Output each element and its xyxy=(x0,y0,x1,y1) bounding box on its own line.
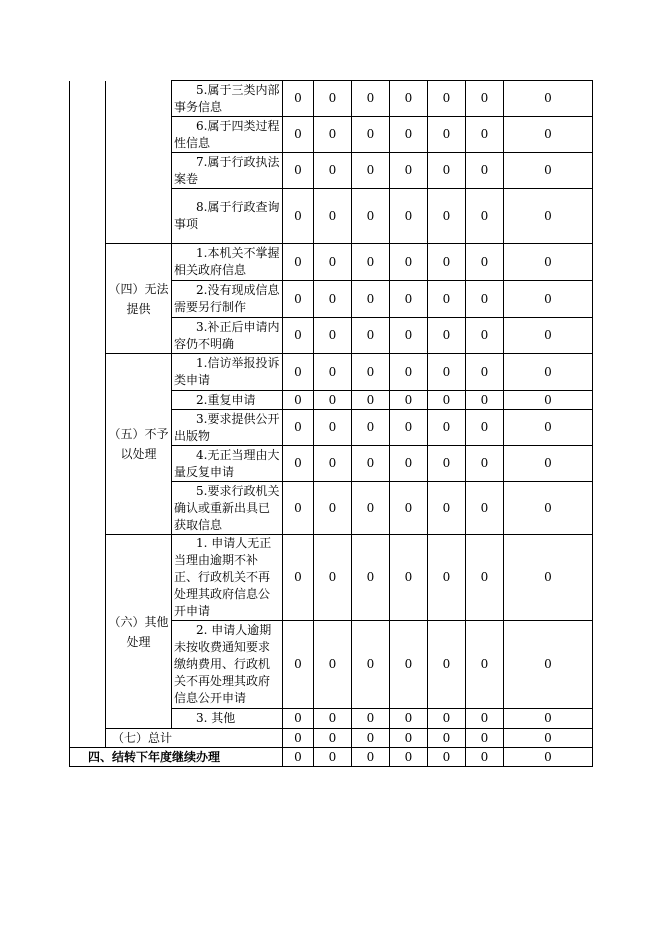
sub-item-label: 7.属于行政执法案卷 xyxy=(172,153,283,189)
table-row xyxy=(70,535,593,621)
sub-item-label: 5.要求行政机关确认或重新出具已获取信息 xyxy=(172,482,283,535)
value-cell: 0 xyxy=(352,117,390,153)
value-cell: 0 xyxy=(504,153,593,189)
value-cell: 0 xyxy=(283,81,314,117)
value-cell: 0 xyxy=(390,281,428,318)
value-cell: 0 xyxy=(504,244,593,281)
value-cell: 0 xyxy=(283,153,314,189)
value-cell: 0 xyxy=(390,391,428,410)
value-cell: 0 xyxy=(352,748,390,767)
value-cell: 0 xyxy=(504,729,593,748)
value-cell: 0 xyxy=(466,535,504,621)
value-cell: 0 xyxy=(390,446,428,482)
value-cell: 0 xyxy=(466,244,504,281)
value-cell: 0 xyxy=(428,446,466,482)
value-cell: 0 xyxy=(390,354,428,391)
value-cell: 0 xyxy=(283,446,314,482)
value-cell: 0 xyxy=(314,482,352,535)
value-cell: 0 xyxy=(466,729,504,748)
value-cell: 0 xyxy=(428,410,466,446)
value-cell: 0 xyxy=(428,281,466,318)
table-row xyxy=(70,81,593,117)
value-cell: 0 xyxy=(466,621,504,709)
value-cell: 0 xyxy=(504,81,593,117)
value-cell: 0 xyxy=(352,621,390,709)
value-cell: 0 xyxy=(504,391,593,410)
value-cell: 0 xyxy=(466,153,504,189)
carry-row xyxy=(70,748,593,767)
value-cell: 0 xyxy=(504,410,593,446)
value-cell: 0 xyxy=(352,410,390,446)
value-cell: 0 xyxy=(352,189,390,244)
value-cell: 0 xyxy=(504,446,593,482)
value-cell: 0 xyxy=(314,621,352,709)
value-cell: 0 xyxy=(283,117,314,153)
value-cell: 0 xyxy=(283,318,314,354)
value-cell: 0 xyxy=(352,446,390,482)
value-cell: 0 xyxy=(352,391,390,410)
value-cell: 0 xyxy=(428,244,466,281)
value-cell: 0 xyxy=(466,410,504,446)
value-cell: 0 xyxy=(504,354,593,391)
value-cell: 0 xyxy=(314,446,352,482)
value-cell: 0 xyxy=(390,729,428,748)
value-cell: 0 xyxy=(352,318,390,354)
value-cell: 0 xyxy=(466,281,504,318)
value-cell: 0 xyxy=(390,535,428,621)
value-cell: 0 xyxy=(428,117,466,153)
value-cell: 0 xyxy=(314,117,352,153)
outer-category-cell xyxy=(70,81,106,748)
total-row xyxy=(70,729,593,748)
value-cell: 0 xyxy=(390,621,428,709)
value-cell: 0 xyxy=(428,81,466,117)
value-cell: 0 xyxy=(283,621,314,709)
value-cell: 0 xyxy=(314,410,352,446)
value-cell: 0 xyxy=(390,81,428,117)
value-cell: 0 xyxy=(352,709,390,729)
value-cell: 0 xyxy=(428,318,466,354)
value-cell: 0 xyxy=(428,621,466,709)
value-cell: 0 xyxy=(352,244,390,281)
value-cell: 0 xyxy=(466,318,504,354)
value-cell: 0 xyxy=(283,709,314,729)
value-cell: 0 xyxy=(314,153,352,189)
value-cell: 0 xyxy=(466,354,504,391)
value-cell: 0 xyxy=(466,391,504,410)
value-cell: 0 xyxy=(504,189,593,244)
value-cell: 0 xyxy=(314,354,352,391)
value-cell: 0 xyxy=(352,281,390,318)
value-cell: 0 xyxy=(466,748,504,767)
value-cell: 0 xyxy=(504,709,593,729)
value-cell: 0 xyxy=(390,318,428,354)
value-cell: 0 xyxy=(283,391,314,410)
table-row xyxy=(70,354,593,391)
value-cell: 0 xyxy=(283,729,314,748)
value-cell: 0 xyxy=(283,281,314,318)
carry-label: 四、结转下年度继续办理 xyxy=(70,748,283,767)
value-cell: 0 xyxy=(314,318,352,354)
value-cell: 0 xyxy=(504,117,593,153)
value-cell: 0 xyxy=(352,153,390,189)
value-cell: 0 xyxy=(428,153,466,189)
value-cell: 0 xyxy=(428,729,466,748)
value-cell: 0 xyxy=(314,535,352,621)
value-cell: 0 xyxy=(283,410,314,446)
value-cell: 0 xyxy=(504,621,593,709)
sub-item-label: 2.重复申请 xyxy=(172,391,283,410)
value-cell: 0 xyxy=(283,354,314,391)
value-cell: 0 xyxy=(283,482,314,535)
value-cell: 0 xyxy=(314,391,352,410)
value-cell: 0 xyxy=(314,81,352,117)
value-cell: 0 xyxy=(314,189,352,244)
value-cell: 0 xyxy=(390,189,428,244)
value-cell: 0 xyxy=(352,354,390,391)
group-cell: （五）不予以处理 xyxy=(106,354,172,535)
group-cell xyxy=(106,81,172,244)
value-cell: 0 xyxy=(428,354,466,391)
value-cell: 0 xyxy=(352,81,390,117)
sub-item-label: 3.要求提供公开出版物 xyxy=(172,410,283,446)
value-cell: 0 xyxy=(390,748,428,767)
value-cell: 0 xyxy=(314,729,352,748)
value-cell: 0 xyxy=(428,709,466,729)
value-cell: 0 xyxy=(466,482,504,535)
value-cell: 0 xyxy=(390,482,428,535)
sub-item-label: 5.属于三类内部事务信息 xyxy=(172,81,283,117)
value-cell: 0 xyxy=(390,709,428,729)
sub-item-label: 1.信访举报投诉类申请 xyxy=(172,354,283,391)
sub-item-label: 3. 其他 xyxy=(172,709,283,729)
value-cell: 0 xyxy=(352,729,390,748)
value-cell: 0 xyxy=(428,748,466,767)
value-cell: 0 xyxy=(352,535,390,621)
value-cell: 0 xyxy=(314,281,352,318)
value-cell: 0 xyxy=(466,446,504,482)
value-cell: 0 xyxy=(390,117,428,153)
value-cell: 0 xyxy=(390,410,428,446)
value-cell: 0 xyxy=(314,244,352,281)
value-cell: 0 xyxy=(283,748,314,767)
value-cell: 0 xyxy=(466,709,504,729)
value-cell: 0 xyxy=(314,709,352,729)
total-label: （七）总计 xyxy=(106,729,283,748)
value-cell: 0 xyxy=(466,81,504,117)
group-cell: （六）其他处理 xyxy=(106,535,172,729)
value-cell: 0 xyxy=(390,244,428,281)
value-cell: 0 xyxy=(428,535,466,621)
value-cell: 0 xyxy=(314,748,352,767)
value-cell: 0 xyxy=(428,482,466,535)
value-cell: 0 xyxy=(466,189,504,244)
sub-item-label: 4.无正当理由大量反复申请 xyxy=(172,446,283,482)
table-row xyxy=(70,244,593,281)
value-cell: 0 xyxy=(504,318,593,354)
value-cell: 0 xyxy=(504,482,593,535)
value-cell: 0 xyxy=(428,189,466,244)
sub-item-label: 3.补正后申请内容仍不明确 xyxy=(172,318,283,354)
sub-item-label: 8.属于行政查询事项 xyxy=(172,189,283,244)
sub-item-label: 2.没有现成信息需要另行制作 xyxy=(172,281,283,318)
value-cell: 0 xyxy=(283,189,314,244)
value-cell: 0 xyxy=(390,153,428,189)
sub-item-label: 1.本机关不掌握相关政府信息 xyxy=(172,244,283,281)
group-cell: （四）无法提供 xyxy=(106,244,172,354)
value-cell: 0 xyxy=(283,535,314,621)
value-cell: 0 xyxy=(504,281,593,318)
value-cell: 0 xyxy=(504,535,593,621)
statistics-table xyxy=(69,80,593,767)
sub-item-label: 6.属于四类过程性信息 xyxy=(172,117,283,153)
sub-item-label: 2. 申请人逾期未按收费通知要求缴纳费用、行政机关不再处理其政府信息公开申请 xyxy=(172,621,283,709)
value-cell: 0 xyxy=(352,482,390,535)
value-cell: 0 xyxy=(283,244,314,281)
value-cell: 0 xyxy=(428,391,466,410)
value-cell: 0 xyxy=(504,748,593,767)
value-cell: 0 xyxy=(466,117,504,153)
sub-item-label: 1. 申请人无正当理由逾期不补正、行政机关不再处理其政府信息公开申请 xyxy=(172,535,283,621)
